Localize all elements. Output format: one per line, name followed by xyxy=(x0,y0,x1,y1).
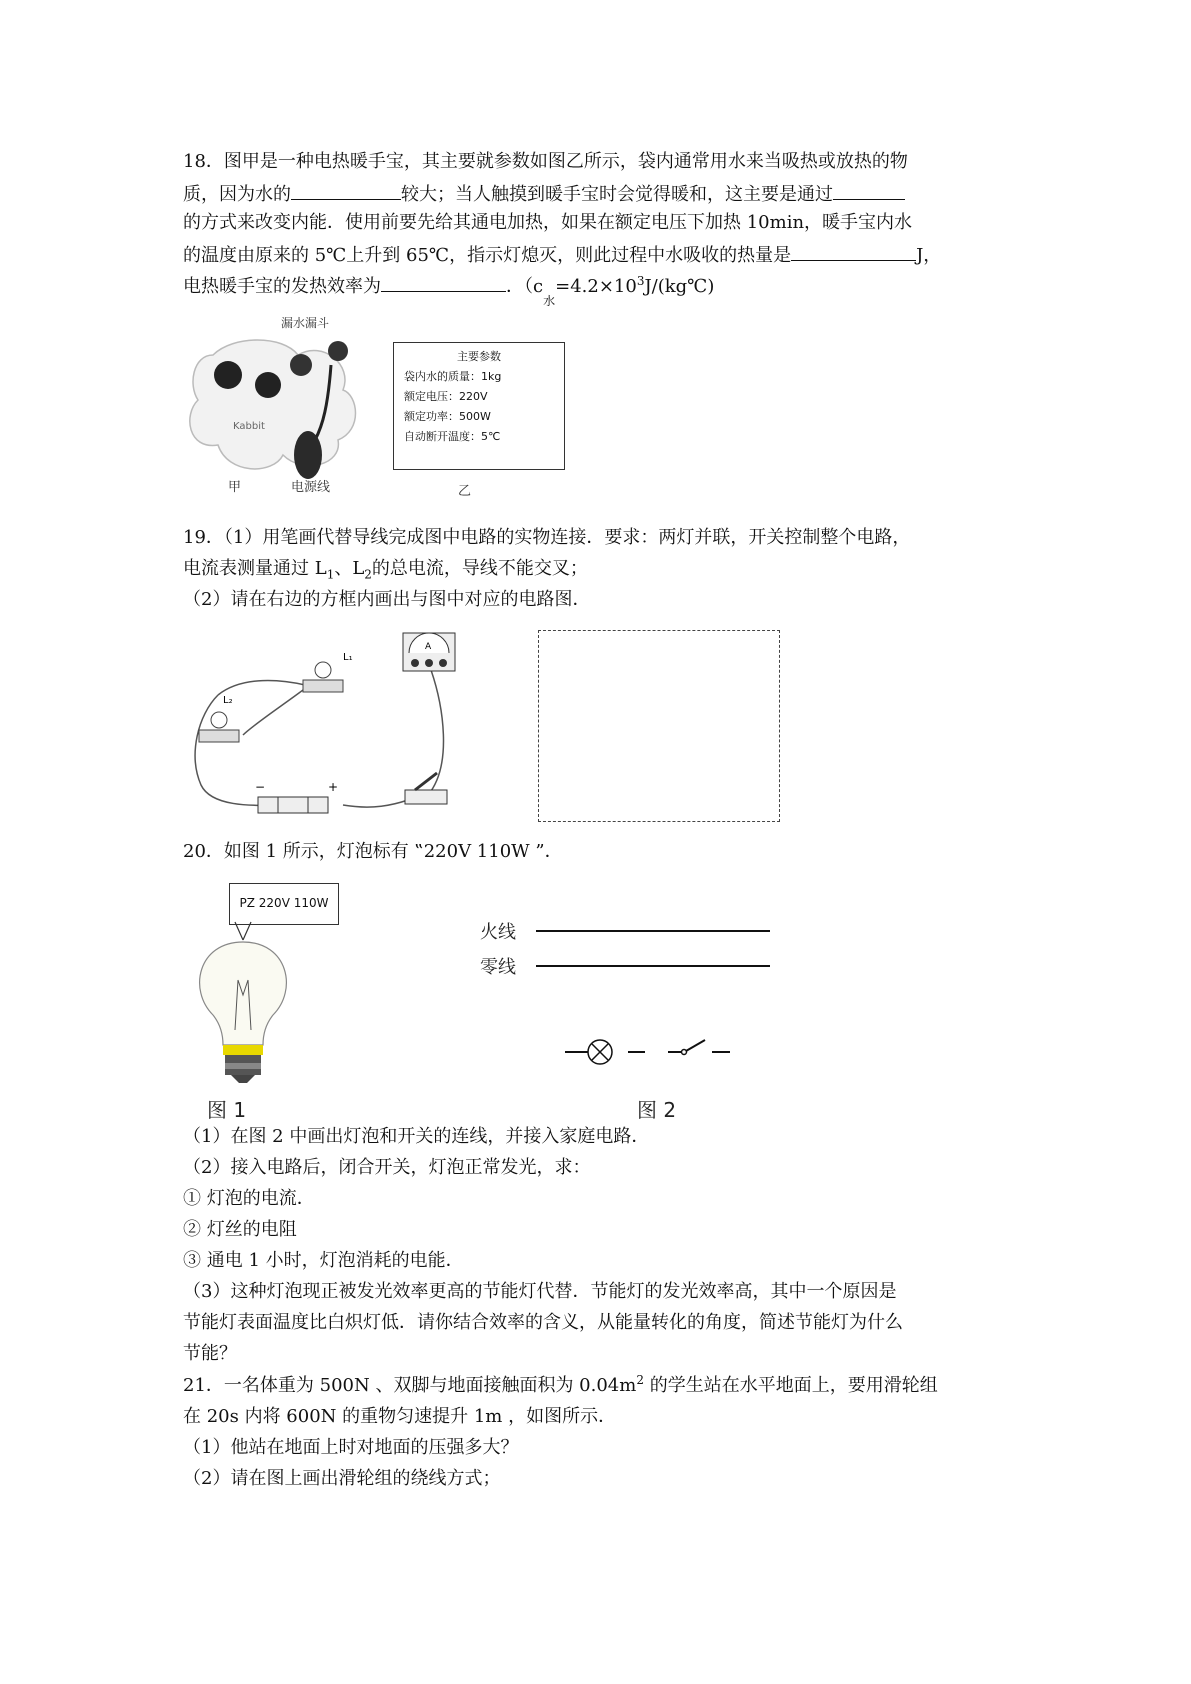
brand-label: Kabbit xyxy=(233,421,265,432)
q20-item: （1）在图 2 中画出灯泡和开关的连线，并接入家庭电路． xyxy=(183,1126,650,1147)
param-item: 袋内水的质量：1kg xyxy=(404,370,502,383)
param-item: 额定电压：220V xyxy=(404,390,488,403)
subscript: 1 xyxy=(326,567,335,582)
l1-label: L₁ xyxy=(343,652,353,663)
parameters-box xyxy=(393,342,565,470)
q20-item: 节能灯表面温度比白炽灯低．请你结合效率的含义，从能量转化的角度，简述节能灯为什么 xyxy=(183,1312,903,1333)
q19-text: 、L xyxy=(334,558,365,579)
q18-line-4 xyxy=(183,242,941,268)
q19-line-3: （2）请在右边的方框内画出与图中对应的电路图． xyxy=(183,589,591,610)
live-wire-line xyxy=(536,930,770,932)
q21-text: 21．一名体重为 500N 、双脚与地面接触面积为 0.04m xyxy=(183,1375,637,1396)
label-jia: 甲 xyxy=(228,480,242,495)
q19-line-1: 19．（1）用笔画代替导线完成图中电路的实物连接．要求：两灯并联，开关控制整个电路， xyxy=(183,527,911,548)
q20-line-1: 20．如图 1 所示，灯泡标有 ‟220V 110W ”． xyxy=(183,841,563,862)
q20-item: 节能？ xyxy=(183,1343,237,1364)
circuit-drawing-frame[interactable] xyxy=(538,630,780,822)
answer-blank-2[interactable] xyxy=(833,181,905,200)
label-yi: 乙 xyxy=(458,484,472,499)
q18-line-2 xyxy=(183,181,905,207)
live-wire-label: 火线 xyxy=(480,922,516,943)
circuit-figure xyxy=(183,625,483,820)
fig1-caption: 图 1 xyxy=(207,1098,247,1122)
q19-line-2 xyxy=(183,557,588,581)
q21-line-3: （1）他站在地面上时对地面的压强多大？ xyxy=(183,1437,519,1458)
q20-item: ③ 通电 1 小时，灯泡消耗的电能． xyxy=(183,1250,464,1271)
q21-line-2: 在 20s 内将 600N 的重物匀速提升 1m ，如图所示． xyxy=(183,1406,617,1427)
ammeter-label: A xyxy=(425,642,432,652)
param-item: 自动断开温度：5℃ xyxy=(404,430,501,443)
q21-line-4: （2）请在图上画出滑轮组的绕线方式； xyxy=(183,1468,501,1489)
battery-plus: + xyxy=(328,780,339,794)
subscript: 2 xyxy=(364,567,372,582)
param-item: 额定功率：500W xyxy=(404,410,491,423)
q18-text: J/(kg℃) xyxy=(644,276,715,297)
q19-text: 电流表测量通过 L xyxy=(183,558,327,579)
q18-line-1: 18．图甲是一种电热暖手宝，其主要就参数如图乙所示，袋内通常用水来当吸热或放热的物 xyxy=(183,151,908,172)
neutral-wire-label: 零线 xyxy=(480,957,516,978)
q20-item: （2）接入电路后，闭合开关，灯泡正常发光，求： xyxy=(183,1157,591,1178)
answer-blank-4[interactable] xyxy=(381,273,506,292)
q20-item: ① 灯泡的电流． xyxy=(183,1188,315,1209)
answer-blank-3[interactable] xyxy=(791,242,916,261)
bulb-rating-label: PZ 220V 110W xyxy=(229,883,339,925)
q19-text: 的总电流，导线不能交叉； xyxy=(371,558,588,579)
q20-item: （3）这种灯泡现正被发光效率更高的节能灯代替．节能灯的发光效率高，其中一个原因是 xyxy=(183,1281,897,1302)
answer-blank-1[interactable] xyxy=(291,181,401,200)
lamp-switch-symbols xyxy=(560,1030,740,1080)
q18-text: =4.2×10 xyxy=(555,276,637,297)
fig2-caption: 图 2 xyxy=(637,1098,677,1122)
cable-label: 电源线 xyxy=(291,480,331,495)
q18-text: 质，因为水的 xyxy=(183,184,291,205)
q18-text: J， xyxy=(916,245,942,266)
neutral-wire-line xyxy=(536,965,770,967)
q18-text: 电热暖手宝的发热效率为 xyxy=(183,276,381,297)
q21-text: 的学生站在水平地面上，要用滑轮组 xyxy=(643,1375,938,1396)
superscript: 2 xyxy=(636,1373,644,1387)
q18-line-3: 的方式来改变内能．使用前要先给其通电加热，如果在额定电压下加热 10min，暖手宝内水 xyxy=(183,212,913,233)
q18-text: ．（c xyxy=(506,276,544,297)
superscript: 3 xyxy=(636,274,645,288)
q20-item: ② 灯丝的电阻 xyxy=(183,1219,297,1240)
hand-warmer-figure xyxy=(183,315,393,495)
q18-text: 较大；当人触摸到暖手宝时会觉得暖和，这主要是通过 xyxy=(401,184,833,205)
light-bulb-figure xyxy=(183,920,303,1090)
l2-label: L₂ xyxy=(223,695,233,706)
q18-text: 的温度由原来的 5℃上升到 65℃，指示灯熄灭，则此过程中水吸收的热量是 xyxy=(183,245,792,266)
q21-line-1 xyxy=(183,1374,938,1398)
battery-minus: − xyxy=(255,780,266,794)
params-title: 主要参数 xyxy=(457,350,501,363)
q18-line-5 xyxy=(183,273,715,308)
funnel-label: 漏水漏斗 xyxy=(281,316,330,330)
subscript: 水 xyxy=(543,293,556,308)
